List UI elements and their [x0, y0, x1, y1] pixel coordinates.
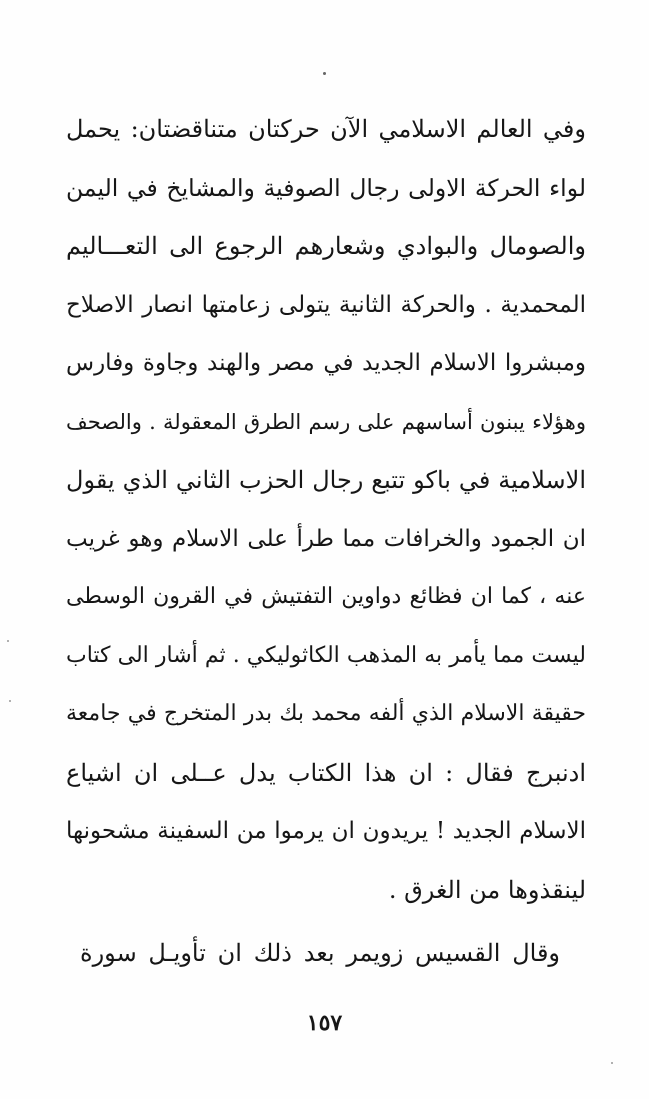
text-line: عنه ، كما ان فظائع دواوين التفتيش في القرون الوسطى: [66, 584, 586, 609]
scan-speck: [611, 1062, 613, 1064]
text-line: المحمدية . والحركة الثانية يتولى زعامتها انصار الاصلاح: [66, 291, 586, 318]
paragraph-2: [80, 924, 560, 983]
text-line: لينقذوها من الغرق .: [388, 875, 586, 904]
scan-speck: [7, 640, 9, 642]
text-line: ليست مما يأمر به المذهب الكاثوليكي . ثم أشار الى كتاب: [66, 642, 586, 668]
page-number: ١٥٧: [306, 1010, 343, 1036]
text-line: حقيقة الاسلام الذي ألفه محمد بك بدر المتخرج في جامعة: [66, 701, 586, 726]
text-line: ان الجمود والخرافات مما طرأ على الاسلام وهو غريب: [66, 525, 586, 552]
text-line: ادنبرج فقال : ان هذا الكتاب يدل عــلى ان اشياع: [66, 758, 586, 787]
text-line: الاسلام الجديد ! يريدون ان يرموا من السفينة مشحونها: [66, 818, 586, 844]
top-mark: [323, 72, 326, 75]
text-line: لواء الحركة الاولى رجال الصوفية والمشايخ في اليمن: [66, 173, 586, 202]
text-line: وقال القسيس زويمر بعد ذلك ان تأويـل سورة: [80, 939, 560, 967]
paragraph-1: [66, 100, 586, 919]
text-line: وهؤلاء يبنون أساسهم على رسم الطرق المعقولة . والصحف: [66, 409, 586, 434]
text-line: وفي العالم الاسلامي الآن حركتان متناقضتان: يحمل: [66, 115, 586, 143]
text-line: الاسلامية في باكو تتبع رجال الحزب الثاني الذي يقول: [66, 466, 586, 494]
text-line: ومبشروا الاسلام الجديد في مصر والهند وجاوة وفارس: [66, 350, 586, 376]
scan-speck: [9, 700, 11, 702]
text-line: والصومال والبوادي وشعارهم الرجوع الى التعـــاليم: [66, 232, 586, 260]
